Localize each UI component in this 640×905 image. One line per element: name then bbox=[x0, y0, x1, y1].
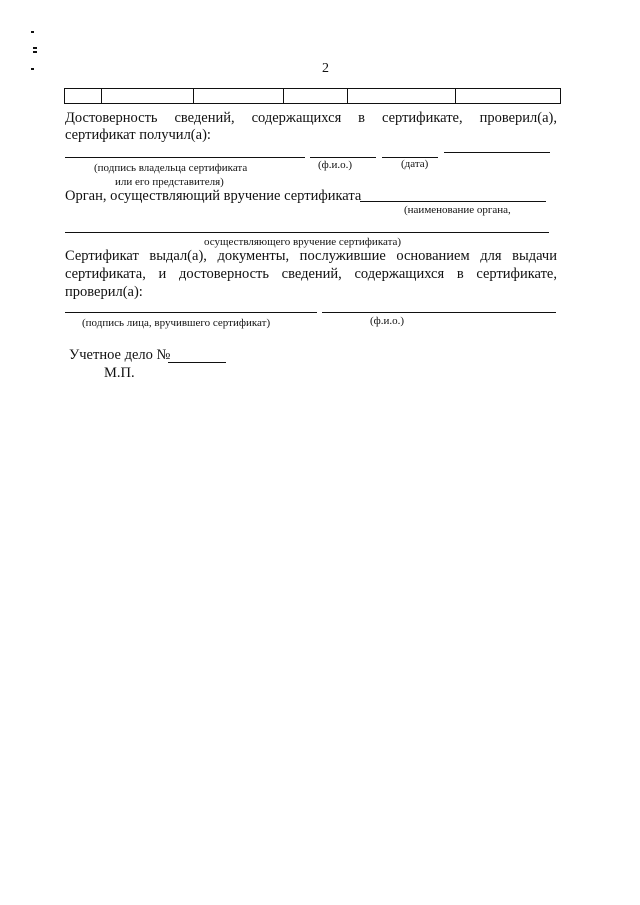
caption-issuer-signature: (подпись лица, вручившего сертификат) bbox=[82, 317, 271, 329]
caption-organ-name: (наименование органа, bbox=[404, 204, 511, 216]
organ-name-line bbox=[360, 201, 546, 202]
verify-text-line-2: сертификат получил(а): bbox=[65, 127, 211, 143]
caption-owner-representative: или его представителя) bbox=[115, 176, 224, 188]
table-cell-divider bbox=[101, 89, 102, 103]
issuer-fio-line bbox=[322, 312, 556, 313]
verify-text-line-1: Достоверность сведений, содержащихся в сертификате, проверил(а), bbox=[65, 110, 557, 126]
seal-placeholder: М.П. bbox=[104, 365, 135, 381]
fio-line bbox=[310, 157, 376, 158]
caption-organ-issuing: осуществляющего вручение сертификата) bbox=[204, 236, 402, 248]
table-cell-divider bbox=[283, 89, 284, 103]
caption-issuer-fio: (ф.и.о.) bbox=[370, 315, 405, 327]
caption-fio: (ф.и.о.) bbox=[318, 159, 353, 171]
extra-line bbox=[444, 152, 550, 153]
signature-line bbox=[65, 157, 305, 158]
caption-date: (дата) bbox=[401, 158, 429, 170]
organ-label: Орган, осуществляющий вручение сертификата bbox=[65, 188, 362, 204]
account-number-label: Учетное дело № bbox=[69, 347, 171, 363]
issued-text-line-2: сертификата, и достоверность сведений, содержащихся в сертификате, bbox=[65, 266, 557, 282]
table-cell-divider bbox=[347, 89, 348, 103]
table-cell-divider bbox=[193, 89, 194, 103]
issued-text-line-3: проверил(а): bbox=[65, 284, 143, 300]
caption-owner-signature: (подпись владельца сертификата bbox=[94, 162, 248, 174]
organ-name-line-2 bbox=[65, 232, 549, 233]
issued-text-line-1: Сертификат выдал(а), документы, послужившие основанием для выдачи bbox=[65, 248, 557, 264]
account-number-line bbox=[168, 362, 226, 363]
issuer-signature-line bbox=[65, 312, 317, 313]
page-number: 2 bbox=[322, 61, 329, 76]
table-cell-divider bbox=[455, 89, 456, 103]
data-table-row bbox=[64, 88, 561, 104]
